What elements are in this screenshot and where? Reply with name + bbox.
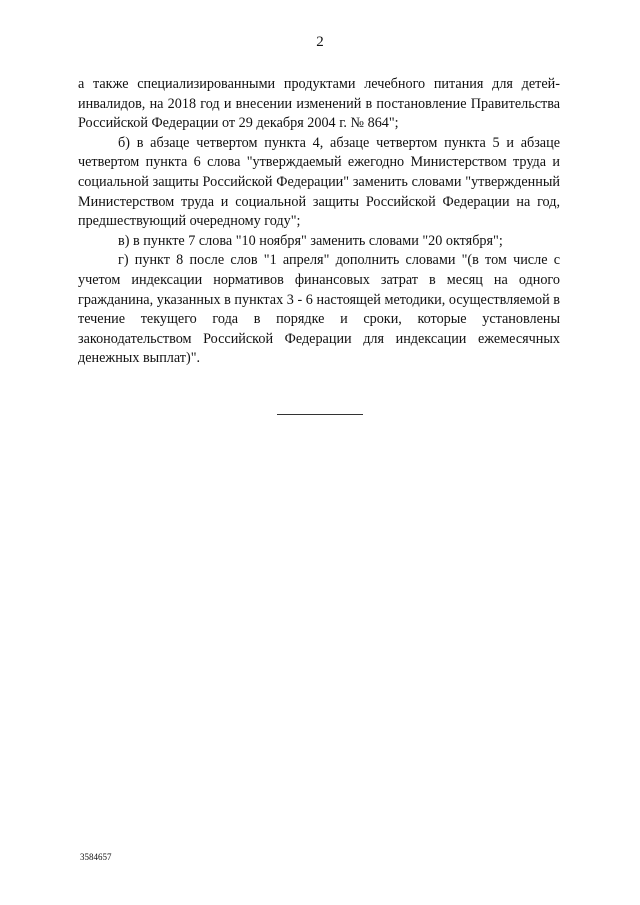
paragraph-continuation: а также специализированными продуктами лечебного питания для детей-инвалидов, на 2018 год и внесении изменений в постановление Правительства Российской Федерации от 29 декабря 2004 г. № 864"; [78, 76, 560, 132]
paragraph-item-g: г) пункт 8 после слов "1 апреля" дополнить словами "(в том числе с учетом индексации нормативов финансовых затрат в месяц на одного гражданина, указанных в пунктах 3 - 6 настоящей методики, осуществляемой в течение текущего года в порядке и сроки, которые установлены законодательством Российской Федерации для индексации ежемесячных денежных выплат)". [78, 252, 560, 367]
page-number: 2 [316, 34, 324, 50]
end-divider [277, 414, 363, 415]
paragraph-item-b: б) в абзаце четвертом пункта 4, абзаце четвертом пункта 5 и абзаце четвертом пункта 6 слова "утверждаемый ежегодно Министерством труда и социальной защиты Российской Федерации" заменить словами "утвержденный Министерством труда и социальной защиты Российской Федерации на год, предшествующий очередному году"; [78, 134, 560, 230]
paragraph-item-v: в) в пункте 7 слова "10 ноября" заменить словами "20 октября"; [118, 232, 503, 249]
document-id: 3584657 [80, 852, 112, 862]
document-body [78, 75, 560, 369]
